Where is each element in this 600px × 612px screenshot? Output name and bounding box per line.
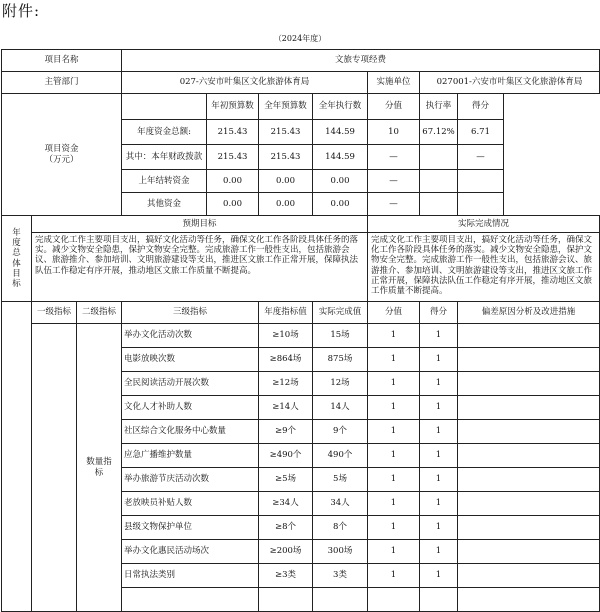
- header-points: 得分: [420, 302, 458, 324]
- expected-goal-text: 完成文化工作主要项目支出，搞好文化活动等任务，确保文化工作各阶段具体任务的落实。减少文物安全隐患，保护文物安全完整。完成旅游工作一般性支出，包括旅游会议、旅游推介、参加培训、文明旅游建设等支出，推进区文旅工作正常开展，保障执法队伍工作稳定有序开展，推动地区文旅工作质量不断提高。: [32, 233, 368, 302]
- dept-value: 027-六安市叶集区文化旅游体育局: [122, 72, 368, 94]
- funds-header-blank: [122, 94, 207, 120]
- indicator-row: 应急广播维护数量 ≥490个 490个 1 1: [2, 444, 600, 468]
- header-level3: 三级指标: [122, 302, 259, 324]
- secondary-indicator-label: 数量指 标: [77, 324, 122, 612]
- header-score: 分值: [368, 302, 420, 324]
- page-heading: 附件:: [2, 2, 41, 20]
- funds-header-initial: 年初预算数: [207, 94, 259, 120]
- header-level1: 一级指标: [32, 302, 77, 324]
- funds-header-rate: 执行率: [420, 94, 458, 120]
- funds-header-annual: 全年预算数: [259, 94, 313, 120]
- project-value: 文旅专项经费: [122, 50, 600, 72]
- funds-header-score: 分值: [368, 94, 420, 120]
- header-target: 年度指标值: [259, 302, 313, 324]
- impl-label: 实施单位: [368, 72, 420, 94]
- indicator-row: 数量指 标 举办文化活动次数 ≥10场 15场 1 1: [2, 324, 600, 348]
- funds-label: 项目资金 （万元）: [2, 94, 122, 216]
- indicator-row: 社区综合文化服务中心数量 ≥9个 9个 1 1: [2, 420, 600, 444]
- funds-row: 其中：本年财政拨款 215.43 215.43 144.59 — —: [2, 145, 600, 170]
- indicator-row: 电影放映次数 ≥864场 875场 1 1: [2, 348, 600, 372]
- year-label: （2024年度）: [273, 34, 327, 43]
- impl-value: 027001-六安市叶集区文化旅游体育局: [420, 72, 600, 94]
- overall-side-label: 年 度 总 体 目 标: [2, 216, 32, 302]
- indicator-side-blank: [2, 302, 32, 612]
- dept-label: 主管部门: [2, 72, 122, 94]
- header-deviation: 偏差原因分析及改进措施: [458, 302, 600, 324]
- indicator-row: 全民阅读活动开展次数 ≥12场 12场 1 1: [2, 372, 600, 396]
- indicator-row: 日常执法类别 ≥3类 3类 1 1: [2, 564, 600, 588]
- expected-goal-label: 预期目标: [32, 216, 368, 233]
- header-actual: 实际完成值: [313, 302, 368, 324]
- funds-header-points: 得分: [458, 94, 504, 120]
- actual-completion-text: 完成文化工作主要项目支出，搞好文化活动等任务，确保文化工作各阶段具体任务的落实。减少文物安全隐患，保护文物安全完整。完成旅游工作一般性支出，包括旅游会议、旅游推介、参加培训、文明旅游建设等支出，推进区文旅工作正常开展，保障执法队伍工作稳定有序开展，推动地区文旅工作质量不断提高。: [368, 233, 600, 302]
- funds-row: 上年结转资金 0.00 0.00 0.00 —: [2, 170, 600, 193]
- project-label: 项目名称: [2, 50, 122, 72]
- actual-completion-label: 实际完成情况: [368, 216, 600, 233]
- level1-cell: [32, 324, 77, 612]
- funds-row: 年度资金总额: 215.43 215.43 144.59 10 67.12% 6.71: [2, 120, 600, 145]
- indicator-row: 举办文化惠民活动场次 ≥200场 300场 1 1: [2, 540, 600, 564]
- header-level2: 二级指标: [77, 302, 122, 324]
- indicator-row: 举办旅游节庆活动次数 ≥5场 5场 1 1: [2, 468, 600, 492]
- funds-row: 其他资金 0.00 0.00 0.00 —: [2, 193, 600, 216]
- performance-table: [1, 49, 600, 612]
- indicator-row: 文化人才补助人数 ≥14人 14人 1 1: [2, 396, 600, 420]
- indicator-row: 县级文物保护单位 ≥8个 8个 1 1: [2, 516, 600, 540]
- funds-header-executed: 全年执行数: [313, 94, 368, 120]
- indicator-row: 老放映员补贴人数 ≥34人 34人 1 1: [2, 492, 600, 516]
